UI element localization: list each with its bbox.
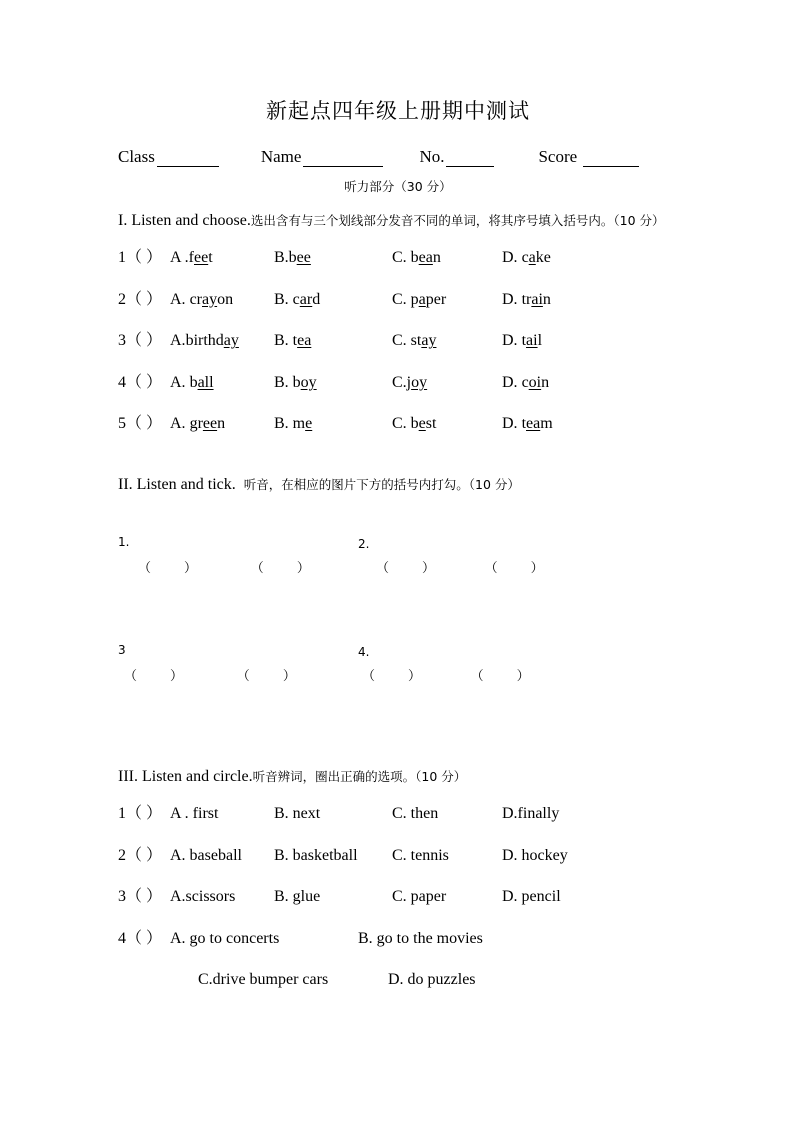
section-2-heading-cn: 听音，在相应的图片下方的括号内打勾。（10 分）	[243, 476, 520, 492]
question-row	[118, 320, 678, 362]
question-row	[118, 237, 678, 279]
option-b[interactable]: B. basketball	[274, 846, 358, 864]
name-blank[interactable]	[303, 152, 383, 167]
question-number: 3（ ）	[118, 888, 163, 906]
section-1-heading	[118, 207, 678, 235]
section-1-heading-en: I. Listen and choose.	[118, 212, 251, 229]
picture-label-4: 4.	[358, 644, 370, 659]
option-d[interactable]: D. do puzzles	[388, 971, 476, 989]
option-d[interactable]: D. pencil	[502, 888, 561, 906]
option-c[interactable]: C. tennis	[392, 846, 449, 864]
score-blank[interactable]	[583, 152, 639, 167]
option-c[interactable]: C. bean	[392, 249, 441, 266]
section-3-heading	[118, 763, 678, 791]
question-row	[118, 403, 678, 445]
section-1-options	[118, 237, 678, 445]
option-d[interactable]: D. tail	[502, 332, 543, 350]
picture-label-2: 2.	[358, 536, 370, 551]
page-title: 新起点四年级上册期中测试	[266, 99, 530, 123]
option-c[interactable]: C.joy	[392, 373, 428, 391]
option-a[interactable]: A. go to concerts	[170, 929, 280, 947]
question-row	[118, 918, 678, 960]
option-a[interactable]: A.scissors	[170, 888, 236, 906]
section-1-heading-cn: 选出含有与三个划线部分发音不同的单词，将其序号填入括号内。（10 分）	[250, 213, 665, 228]
name-label: Name	[260, 147, 302, 166]
option-a[interactable]: A. baseball	[170, 846, 242, 864]
option-a[interactable]: A.birthday	[170, 332, 239, 350]
option-a[interactable]: A. crayon	[170, 290, 234, 308]
option-b[interactable]: B. tea	[274, 332, 312, 350]
document-body	[118, 95, 678, 1001]
question-row	[118, 362, 678, 404]
question-number: 1（ ）	[118, 249, 163, 266]
picture-label-1: 1.	[118, 534, 130, 549]
option-c[interactable]: C. paper	[392, 290, 447, 308]
section-3-heading-cn: 听音辨词，圈出正确的选项。（10 分）	[252, 768, 467, 784]
question-row	[118, 876, 678, 918]
option-c[interactable]: C.drive bumper cars	[198, 971, 329, 989]
option-d[interactable]: D. team	[502, 415, 553, 433]
option-b[interactable]: B. me	[274, 415, 313, 433]
option-a[interactable]: A .feet	[170, 249, 213, 266]
student-info-line	[118, 147, 678, 167]
class-blank[interactable]	[157, 152, 219, 167]
question-row-continued	[118, 959, 678, 1001]
section-2-heading	[118, 471, 678, 499]
option-d[interactable]: D. hockey	[502, 846, 568, 864]
class-label: Class	[118, 147, 155, 166]
picture-group-2	[118, 635, 678, 753]
question-row	[118, 835, 678, 877]
section-3-heading-en: III. Listen and circle.	[118, 767, 253, 785]
question-row	[118, 793, 678, 835]
no-blank[interactable]	[446, 152, 494, 167]
section-2-heading-en: II. Listen and tick.	[118, 475, 236, 493]
no-label: No.	[419, 147, 445, 166]
picture-label-3: 3	[118, 642, 126, 657]
section-3-options	[118, 793, 678, 1001]
score-field	[538, 147, 639, 167]
option-d[interactable]: D. cake	[502, 249, 551, 266]
option-b[interactable]: B.bee	[274, 249, 311, 266]
tick-parens-row-2[interactable]: （ ） （ ） （ ） （ ）	[124, 668, 530, 684]
option-a[interactable]: A . first	[170, 804, 219, 822]
option-c[interactable]: C. best	[392, 415, 437, 433]
option-b[interactable]: B. boy	[274, 373, 317, 391]
question-number: 4（ ）	[118, 373, 163, 391]
tick-parens-row-1[interactable]: （ ） （ ） （ ） （ ）	[138, 560, 544, 576]
option-b[interactable]: B. next	[274, 804, 321, 822]
question-number: 4（ ）	[118, 929, 163, 947]
option-b[interactable]: B. go to the movies	[358, 929, 483, 947]
question-number: 5（ ）	[118, 415, 163, 433]
option-c[interactable]: C. then	[392, 804, 439, 822]
no-field	[419, 147, 494, 167]
option-a[interactable]: A. green	[170, 415, 226, 433]
question-number: 2（ ）	[118, 846, 163, 864]
option-b[interactable]: B. glue	[274, 888, 321, 906]
option-d[interactable]: D.finally	[502, 804, 560, 822]
option-a[interactable]: A. ball	[170, 373, 214, 391]
option-c[interactable]: C. paper	[392, 888, 447, 906]
option-c[interactable]: C. stay	[392, 332, 437, 350]
score-label: Score	[538, 147, 578, 166]
listening-part-header: 听力部分（30 分）	[344, 179, 452, 194]
option-b[interactable]: B. card	[274, 290, 321, 308]
question-number: 3（ ）	[118, 332, 163, 350]
class-field	[118, 147, 219, 167]
option-d[interactable]: D. train	[502, 290, 551, 308]
question-row	[118, 279, 678, 321]
picture-group-1	[118, 527, 678, 645]
option-d[interactable]: D. coin	[502, 373, 550, 391]
question-number: 2（ ）	[118, 290, 163, 308]
question-number: 1（ ）	[118, 804, 163, 822]
name-field	[261, 147, 384, 167]
